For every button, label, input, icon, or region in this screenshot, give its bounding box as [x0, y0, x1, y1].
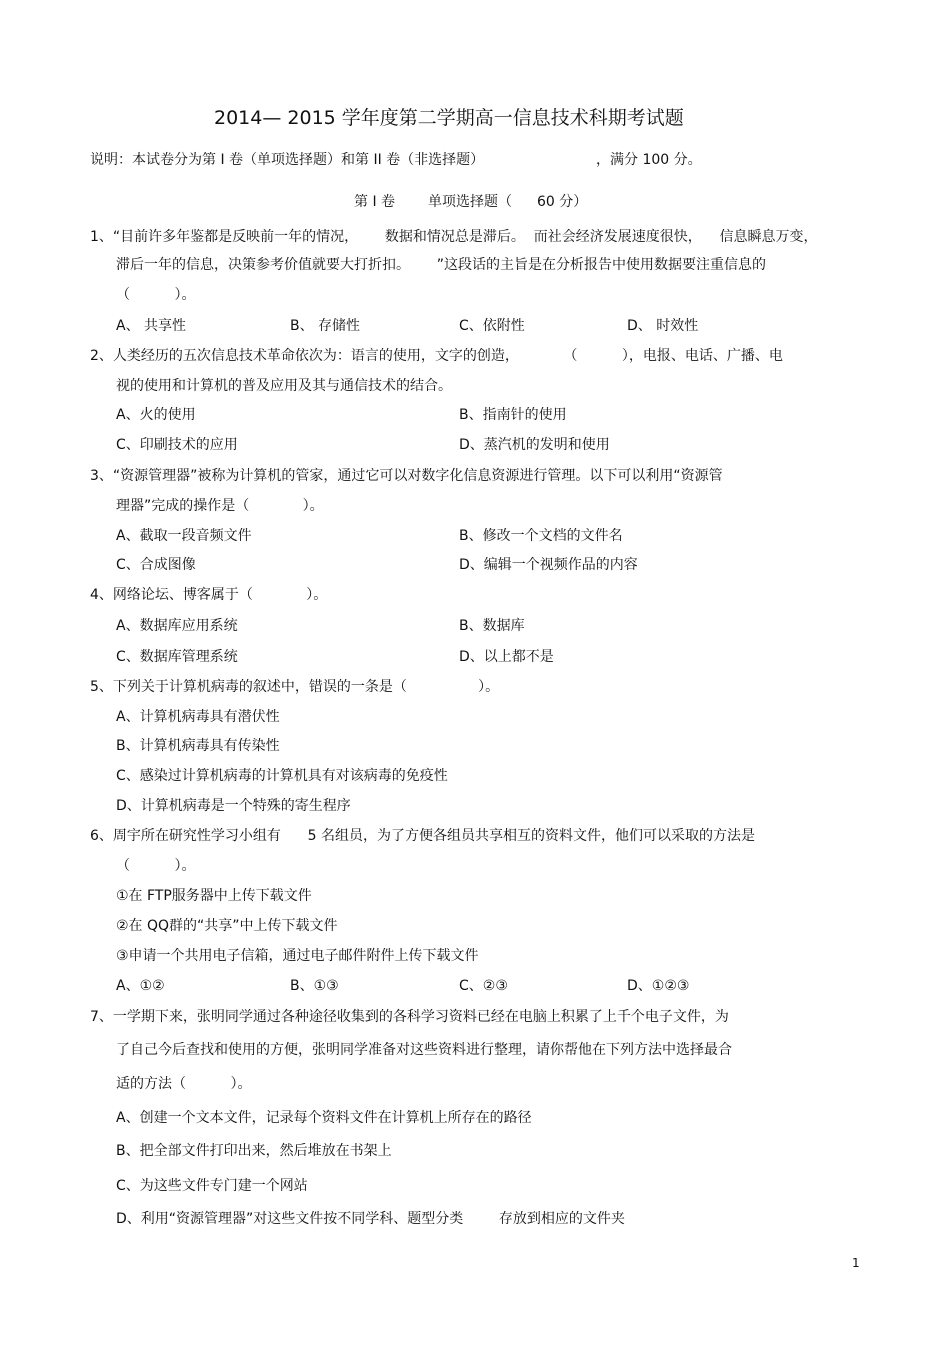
question-1-line-3: （ ）。 [116, 287, 196, 303]
question-7-line-2: 了自己今后查找和使用的方便，张明同学准备对这些资料进行整理，请你帮他在下列方法中选择最合 [116, 1042, 732, 1058]
question-4-option-b: B、数据库 [459, 618, 525, 634]
question-3-option-b: B、修改一个文档的文件名 [459, 528, 623, 544]
question-6-option-d: D、①②③ [627, 978, 690, 994]
page-number: 1 [852, 1256, 860, 1270]
question-5-option-d: D、计算机病毒是一个特殊的寄生程序 [116, 798, 351, 814]
instructions-text: 说明：本试卷分为第 I 卷（单项选择题）和第 II 卷（非选择题） [90, 152, 485, 168]
question-3-line-1: 3、“资源管理器”被称为计算机的管家，通过它可以对数字化信息资源进行管理。以下可以利用“资源管 [90, 468, 723, 484]
question-1-option-a: A、 共享性 [116, 318, 187, 334]
section-label: 第 I 卷 [354, 194, 396, 210]
question-7-line-1: 7、一学期下来，张明同学通过各种途径收集到的各科学习资料已经在电脑上积累了上千个电子文件，为 [90, 1009, 729, 1025]
question-2-line-1: 2、人类经历的五次信息技术革命依次为：语言的使用，文字的创造， （ ），电报、电话、广播、电 [90, 348, 783, 364]
question-7-option-d: D、利用“资源管理器”对这些文件按不同学科、题型分类 存放到相应的文件夹 [116, 1211, 625, 1227]
section-points: 60 分） [537, 194, 588, 210]
question-3-option-a: A、截取一段音频文件 [116, 528, 252, 544]
question-5-option-a: A、计算机病毒具有潜伏性 [116, 709, 280, 725]
question-1-line-1: 1、“目前许多年鉴都是反映前一年的情况， 数据和情况总是滞后。 而社会经济发展速度很快， 信息瞬息万变， [90, 229, 818, 245]
question-6-option-c: C、②③ [459, 978, 508, 994]
question-6-item-3: ③申请一个共用电子信箱，通过电子邮件附件上传下载文件 [116, 948, 479, 964]
question-5-option-c: C、感染过计算机病毒的计算机具有对该病毒的免疫性 [116, 768, 448, 784]
question-6-line-1: 6、周宇所在研究性学习小组有 5 名组员，为了方便各组员共享相互的资料文件，他们可以采取的方法是 [90, 828, 755, 844]
question-1-option-d: D、 时效性 [627, 318, 699, 334]
question-5-line-1: 5、下列关于计算机病毒的叙述中，错误的一条是（ ）。 [90, 679, 500, 695]
question-2-line-2: 视的使用和计算机的普及应用及其与通信技术的结合。 [116, 378, 452, 394]
question-6-item-2: ②在 QQ群的“共享”中上传下载文件 [116, 918, 338, 934]
page-title: 2014— 2015 学年度第二学期高一信息技术科期考试题 [214, 107, 684, 129]
question-5-option-b: B、计算机病毒具有传染性 [116, 738, 280, 754]
question-3-option-c: C、合成图像 [116, 557, 196, 573]
instructions-score: ，满分 100 分。 [596, 152, 702, 168]
question-1-line-2: 滞后一年的信息，决策参考价值就要大打折扣。 ”这段话的主旨是在分析报告中使用数据要注重信息的 [116, 257, 766, 273]
question-6-option-a: A、①② [116, 978, 165, 994]
question-7-option-c: C、为这些文件专门建一个网站 [116, 1178, 308, 1194]
question-4-option-a: A、数据库应用系统 [116, 618, 238, 634]
question-7-line-3: 适的方法（ ）。 [116, 1076, 252, 1092]
question-1-option-b: B、 存储性 [290, 318, 361, 334]
question-2-option-a: A、火的使用 [116, 407, 196, 423]
question-7-option-a: A、创建一个文本文件，记录每个资料文件在计算机上所存在的路径 [116, 1110, 532, 1126]
section-name: 单项选择题（ [428, 194, 512, 210]
question-2-option-b: B、指南针的使用 [459, 407, 567, 423]
question-4-option-c: C、数据库管理系统 [116, 649, 238, 665]
question-3-line-2: 理器”完成的操作是（ ）。 [116, 498, 324, 514]
question-2-option-c: C、印刷技术的应用 [116, 437, 238, 453]
question-1-option-c: C、依附性 [459, 318, 525, 334]
question-6-option-b: B、①③ [290, 978, 339, 994]
question-4-line-1: 4、网络论坛、博客属于（ ）。 [90, 587, 328, 603]
question-3-option-d: D、编辑一个视频作品的内容 [459, 557, 638, 573]
question-7-option-b: B、把全部文件打印出来，然后堆放在书架上 [116, 1143, 392, 1159]
question-6-item-1: ①在 FTP服务器中上传下载文件 [116, 888, 312, 904]
question-4-option-d: D、以上都不是 [459, 649, 554, 665]
question-2-option-d: D、蒸汽机的发明和使用 [459, 437, 610, 453]
question-6-line-2: （ ）。 [116, 858, 196, 874]
